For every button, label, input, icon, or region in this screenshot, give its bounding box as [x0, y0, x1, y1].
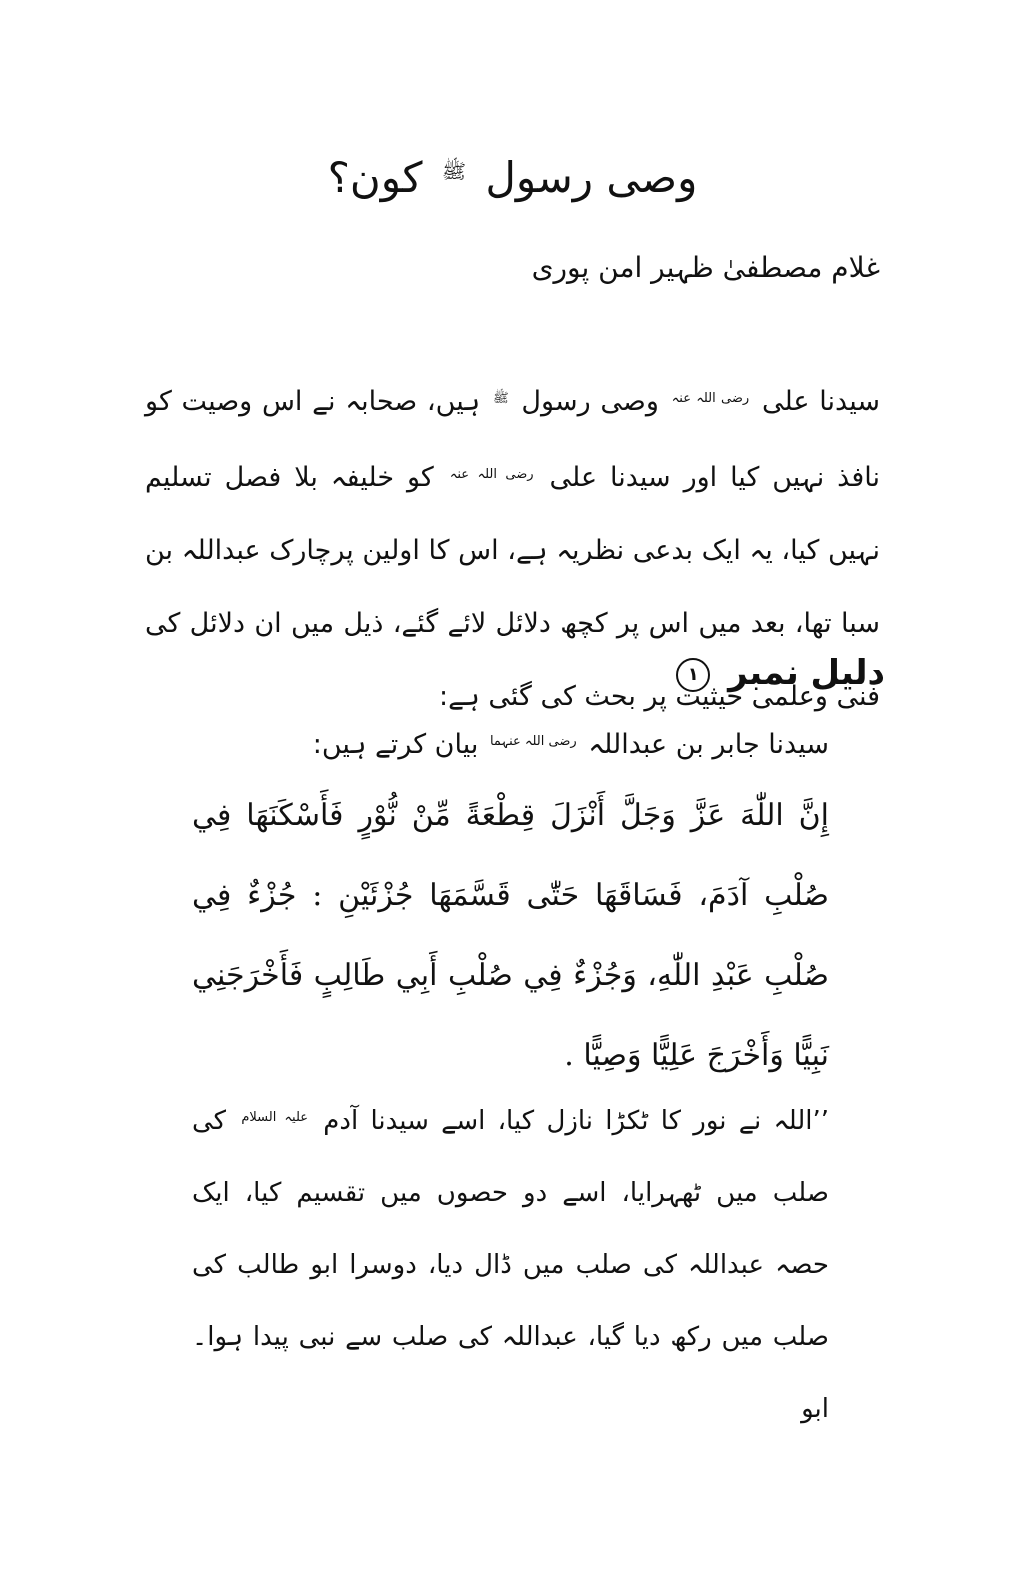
translation-text-end: کی صلب میں ٹھہرایا، اسے دو حصوں میں تقسیم کیا، ایک حصہ عبداللہ کی صلب میں ڈال دیا، دوسرا ابو طالب کی صلب میں رکھ دیا گیا، عبداللہ کی صلب سے نبی پیدا ہوا۔ ابو	[192, 1106, 829, 1424]
narrator-text-end: بیان کرتے ہیں:	[312, 729, 479, 760]
title-end: کون؟	[327, 153, 423, 202]
title-text: وصی رسول	[485, 153, 698, 202]
section-number-badge: ١	[676, 658, 710, 692]
arabic-hadith-text: إِنَّ اللّٰهَ عَزَّ وَجَلَّ أَنْزَلَ قِطْعَةً مِّنْ نُّوْرٍ فَأَسْكَنَهَا فِي صُلْبِ آدَمَ، فَسَاقَهَا حَتّٰى قَسَّمَهَا جُزْئَيْنِ : جُزْءٌ فِي صُلْبِ عَبْدِ اللّٰهِ، وَجُزْءٌ فِي صُلْبِ أَبِي طَالِبٍ فَأَخْرَجَنِي نَبِيًّا وَأَخْرَجَ عَلِيًّا وَصِيًّا .	[192, 798, 829, 1073]
radi-honorific: رضی اللہ عنہما	[489, 734, 577, 749]
page-title	[0, 135, 1025, 214]
narrator-text: سیدنا جابر بن عبداللہ	[588, 729, 829, 760]
intro-text-3: ہیں، صحابہ نے اس وصیت کو نافذ نہیں کیا اور سیدنا علی	[145, 386, 880, 493]
alaihissalam-honorific: علیہ السلام	[241, 1110, 309, 1125]
radi-honorific: رضی اللہ عنہ	[671, 391, 750, 406]
radi-honorific: رضی اللہ عنہ	[449, 467, 534, 482]
intro-text-2: وصی رسول	[521, 386, 659, 417]
translation-text: ’’اللہ نے نور کا ٹکڑا نازل کیا، اسے سیدنا آدم	[323, 1106, 830, 1136]
author-name: غلام مصطفیٰ ظہیر امن پوری	[531, 251, 880, 284]
salawat-honorific: ﷺ	[441, 159, 466, 183]
section-heading-text: دلیل نمبر	[728, 653, 885, 693]
section-heading	[676, 642, 885, 704]
narrator-line	[313, 712, 829, 775]
intro-text-1: سیدنا علی	[761, 386, 880, 417]
urdu-translation	[192, 1082, 829, 1445]
intro-text-4: کو خلیفہ بلا فصل تسلیم نہیں کیا، یہ ایک بدعی نظریہ ہے، اس کا اولین پرچارک عبداللہ بن سبا تھا، بعد میں اس پر کچھ دلائل لائے گئے، ذیل میں ان دلائل کی فنی وعلمی حیثیت پر بحث کی گئی ہے:	[145, 462, 880, 712]
salawat-honorific: ﷺ	[492, 391, 509, 406]
